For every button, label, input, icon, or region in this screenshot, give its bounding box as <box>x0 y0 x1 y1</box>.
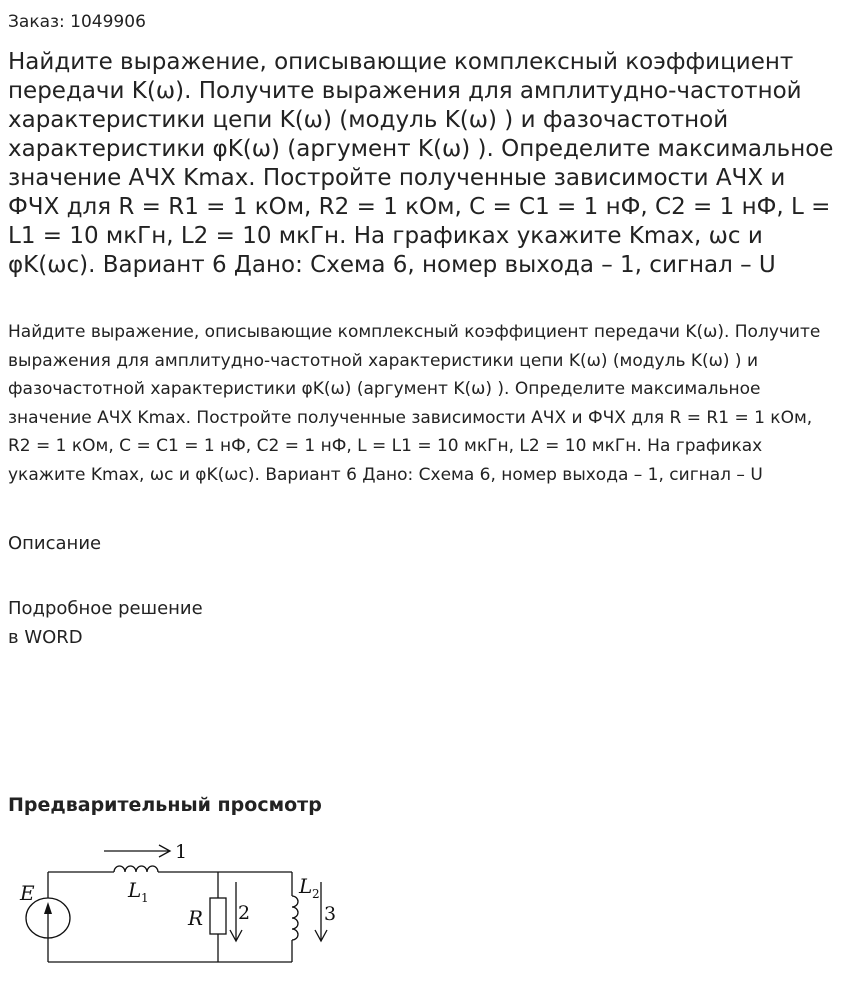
resistor-r <box>210 898 226 934</box>
preview-heading: Предварительный просмотр <box>8 794 322 816</box>
inductor-l2-label: L <box>299 874 313 898</box>
current-label-2: 2 <box>238 902 251 924</box>
inductor-l2 <box>292 896 298 940</box>
resistor-label-r: R <box>188 906 204 930</box>
inductor-l1-label: L <box>128 878 142 902</box>
page-title: Найдите выражение, описывающие комплексный коэффициент передачи K(ω). Получите выражения для амплитудно-частотной характеристики цепи K(ω) (модуль K(ω) ) и фазочастотной характеристики φK(ω) (аргумент K(ω) ). Определите максимальное значение АЧХ Kmax. Постройте полученные зависимости АЧХ и ФЧХ для R = R1 = 1 кОм, R2 = 1 кОм, C = C1 = 1 нФ, C2 = 1 нФ, L = L1 = 10 мкГн, L2 = 10 мкГн. На графиках укажите Kmax, ωc и φK(ωc). Вариант 6 Дано: Схема 6, номер выхода – 1, сигнал – U <box>8 49 834 278</box>
inductor-l1 <box>114 866 158 872</box>
current-label-1: 1 <box>175 841 188 863</box>
task-description: Найдите выражение, описывающие комплексный коэффициент передачи K(ω). Получите выражения для амплитудно-частотной характеристики цепи K(ω) (модуль K(ω) ) и фазочастотной характеристики φK(ω) (аргумент K(ω) ). Определите максимальное значение АЧХ Kmax. Постройте полученные зависимости АЧХ и ФЧХ для R = R1 = 1 кОм, R2 = 1 кОм, C = C1 = 1 нФ, C2 = 1 нФ, L = L1 = 10 мкГн, L2 = 10 мкГн. На графиках укажите Kmax, ωc и φK(ωc). Вариант 6 Дано: Схема 6, номер выхода – 1, сигнал – U <box>8 322 821 485</box>
description-line-2: в WORD <box>8 627 83 648</box>
inductor-l1-subscript: 1 <box>141 891 149 905</box>
inductor-l2-subscript: 2 <box>312 887 320 901</box>
circuit-schematic <box>14 834 344 974</box>
source-label-e: E <box>20 881 35 905</box>
description-text <box>8 594 203 652</box>
description-line-1: Подробное решение <box>8 598 203 619</box>
current-label-3: 3 <box>324 903 337 925</box>
order-number: Заказ: 1049906 <box>8 12 146 32</box>
description-heading: Описание <box>8 533 102 554</box>
